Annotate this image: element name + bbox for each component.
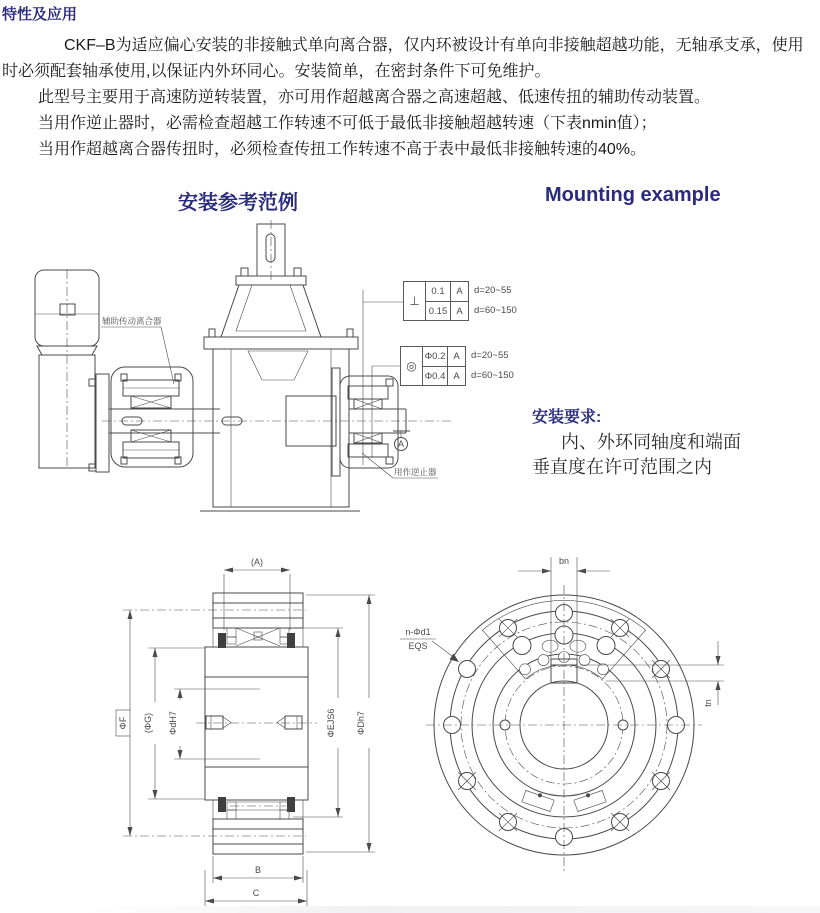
- dim-d: [168, 689, 260, 759]
- svg-text:tn: tn: [703, 699, 713, 707]
- aux-clutch-label: 辅助传动离合器: [102, 316, 162, 326]
- tolerance-range: d=60~150: [471, 370, 514, 381]
- svg-text:EQS: EQS: [408, 641, 428, 651]
- feature-text-block: [0, 0, 820, 163]
- datum-label: A: [397, 439, 405, 449]
- motor: [35, 270, 99, 468]
- svg-text:ΦEJS6: ΦEJS6: [326, 708, 336, 738]
- datum-symbol: [393, 431, 410, 451]
- cross-section-view: [100, 540, 440, 913]
- inner-ring-bottom: [205, 767, 308, 800]
- paragraph-backstop-note: 当用作逆止器时，必需检查超越工作转速不可低于最低非接触超越转速（下表nmin值）；: [38, 115, 657, 132]
- svg-text:n-Φd1: n-Φd1: [405, 627, 431, 637]
- hole-callout: [400, 627, 459, 662]
- arc-slot: [573, 789, 606, 812]
- tolerance-value: 0.1: [425, 282, 450, 301]
- tolerance-frame-perpendicularity: [403, 281, 517, 321]
- svg-text:(A): (A): [251, 557, 263, 567]
- tolerance-datum: A: [447, 366, 465, 385]
- gearbox: [200, 220, 360, 511]
- svg-text:B: B: [254, 865, 262, 875]
- mounting-requirements: [532, 406, 812, 480]
- page-title: 特性及应用: [2, 6, 78, 23]
- svg-text:bn: bn: [558, 556, 570, 566]
- tolerance-datum: A: [447, 347, 465, 366]
- requirements-line: 内、外环同轴度和端面: [561, 432, 741, 452]
- concentricity-icon: ◎: [406, 359, 417, 373]
- hub: [196, 677, 317, 767]
- tolerance-frame-concentricity: [400, 346, 514, 386]
- tolerance-datum: A: [450, 301, 468, 320]
- dim-F: [116, 610, 133, 836]
- paragraph-intro: CKF–B为适应偏心安装的非接触式单向离合器，仅内环被设计有单向非接触超越功能，无轴承支承，使用时必须配套轴承使用,以保证内外环同心。安装简单，在密封条件下可免维护。: [2, 37, 804, 80]
- backstop-label: 用作逆止器: [394, 467, 437, 477]
- paragraph-usage: 此型号主要用于高速防逆转装置，亦可用作超越离合器之高速超越、低速传扭的辅助传动装置。: [38, 89, 711, 106]
- svg-text:ΦDh7: ΦDh7: [356, 711, 366, 735]
- front-view: [390, 545, 820, 913]
- tolerance-range: d=20~55: [474, 285, 512, 296]
- paragraph-overrun-note: 当用作超越离合器传扭时，必须检查传扭工作转速不高于表中最低非接触转速的40%。: [38, 141, 647, 158]
- svg-text:ΦdH7: ΦdH7: [168, 711, 178, 735]
- perpendicularity-icon: ⊥: [409, 294, 420, 308]
- tolerance-value: Φ0.2: [422, 347, 447, 366]
- requirements-line: 垂直度在许可范围之内: [532, 457, 712, 477]
- arc-slot: [522, 789, 555, 812]
- inner-ring-top: [205, 647, 308, 677]
- page-footer-bar: [0, 906, 820, 913]
- tolerance-range: d=60~150: [474, 305, 517, 316]
- backstop-clutch: [332, 368, 406, 476]
- sprag-cage-top: [213, 628, 303, 648]
- heading-mounting-example-en: Mounting example: [545, 184, 721, 206]
- tolerance-datum: A: [450, 282, 468, 301]
- outer-ring-top: [123, 593, 306, 628]
- dim-D: [306, 595, 375, 852]
- requirements-heading: 安装要求:: [532, 409, 602, 426]
- svg-text:(ΦG): (ΦG): [143, 712, 153, 734]
- tolerance-value: 0.15: [425, 301, 450, 320]
- motor-flange: [96, 374, 109, 472]
- dim-C: [205, 870, 307, 906]
- dim-E: [293, 628, 343, 817]
- heading-mounting-example-cn: 安装参考范例: [178, 192, 298, 214]
- tolerance-range: d=20~55: [471, 350, 509, 361]
- input-shaft: [102, 409, 452, 433]
- svg-text:ΦF: ΦF: [118, 716, 128, 730]
- outer-ring-bottom: [123, 819, 306, 854]
- tolerance-value: Φ0.4: [422, 366, 447, 385]
- dim-B: [213, 856, 303, 883]
- svg-text:C: C: [252, 888, 260, 898]
- aux-clutch: [111, 367, 193, 467]
